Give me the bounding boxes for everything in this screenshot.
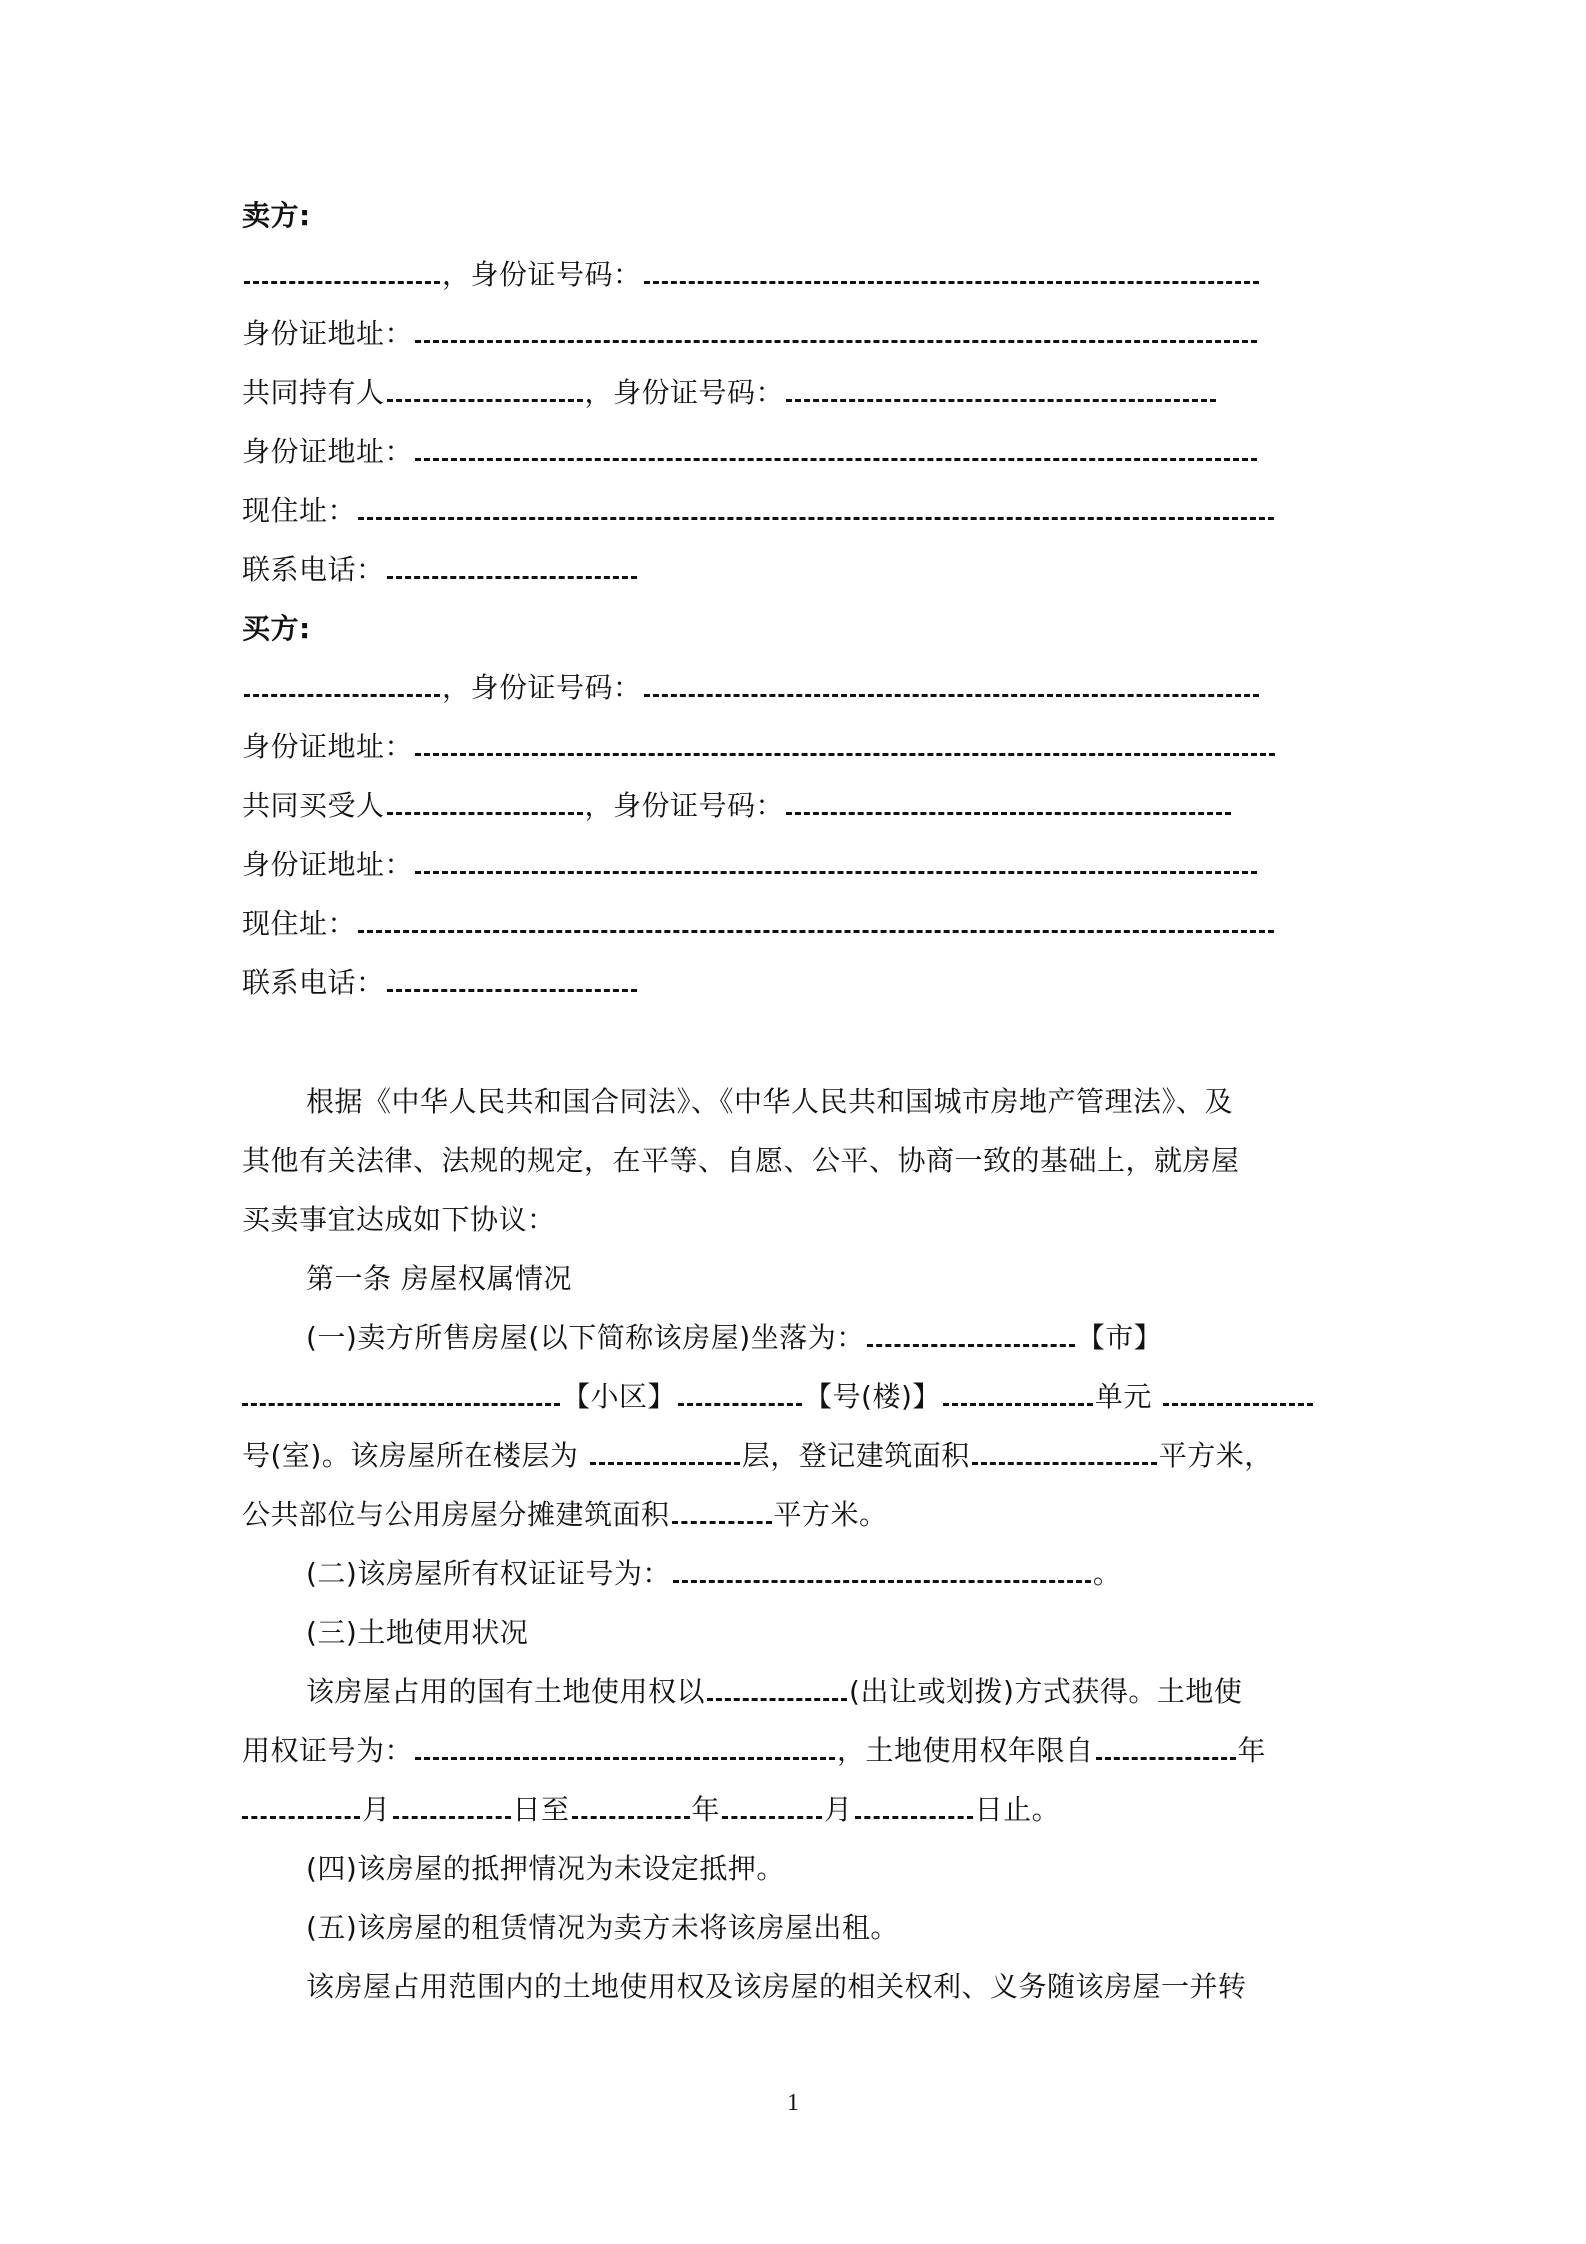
shared-area-unit: 平方米。 [773,1498,888,1531]
item-3-line-2 [242,1731,1266,1771]
certificate-field[interactable] [673,1554,1091,1583]
buyer-co-buyer-field[interactable] [387,786,583,815]
seller-id-row [242,255,1261,295]
buyer-co-id-address-row [242,845,1259,885]
land-method-suffix: (出让或划拨)方式获得。土地使 [849,1675,1243,1708]
item-3-line-1 [306,1672,1242,1712]
start-year-field[interactable] [1096,1731,1236,1760]
land-term-label: ，土地使用权年限自 [837,1734,1094,1767]
buyer-phone-label: 联系电话： [242,966,385,999]
seller-id-address-row [242,314,1259,354]
buyer-id-address-field[interactable] [415,727,1275,756]
buyer-name-field[interactable] [244,668,440,697]
item-2 [306,1554,1121,1594]
buyer-co-id-address-field[interactable] [415,845,1257,874]
item-1-line-1 [306,1318,1162,1358]
end-year-field[interactable] [572,1790,690,1819]
item-3-line-3 [242,1790,1060,1830]
buyer-phone-field[interactable] [387,963,637,992]
land-cert-label: 用权证号为： [242,1734,414,1767]
seller-co-owner-label: 共同持有人 [242,376,385,409]
floor-field[interactable] [590,1436,740,1465]
community-label: 【小区】 [562,1380,677,1413]
seller-phone-field[interactable] [387,550,637,579]
end-month-label: 月 [824,1793,853,1826]
preamble-line-3: 买卖事宜达成如下协议： [242,1203,556,1236]
community-field[interactable] [242,1377,560,1406]
buyer-id-address-row [242,727,1277,767]
item-1-line-2 [242,1377,1315,1417]
seller-name-field[interactable] [244,255,440,284]
seller-co-id-address-field[interactable] [415,432,1257,461]
buyer-co-id-address-label: 身份证地址： [242,848,414,881]
preamble-line-2: 其他有关法律、法规的规定，在平等、自愿、公平、协商一致的基础上，就房屋 [242,1144,1240,1177]
shared-area-field[interactable] [672,1495,772,1524]
buyer-id-label: ，身份证号码： [442,671,642,704]
certificate-label: (二)该房屋所有权证证号为： [306,1557,671,1590]
start-month-field[interactable] [242,1790,360,1819]
end-month-field[interactable] [722,1790,822,1819]
buyer-id-field[interactable] [644,668,1259,697]
land-cert-field[interactable] [415,1731,835,1760]
seller-current-address-field[interactable] [358,491,1274,520]
start-day-field[interactable] [393,1790,511,1819]
buyer-id-address-label: 身份证地址： [242,730,414,763]
buyer-current-address-row [242,904,1276,944]
item-3-title: (三)土地使用状况 [306,1616,529,1649]
seller-heading: 卖方: [242,199,311,232]
seller-co-id-field[interactable] [786,373,1216,402]
buyer-heading: 买方: [242,612,311,645]
room-label: 号(室)。该房屋所在楼层为 [242,1439,579,1472]
seller-phone-label: 联系电话： [242,553,385,586]
seller-co-id-address-row [242,432,1259,472]
seller-id-address-label: 身份证地址： [242,317,414,350]
transfer-clause: 该房屋占用范围内的土地使用权及该房屋的相关权利、义务随该房屋一并转 [306,1970,1247,2003]
item-4: (四)该房屋的抵押情况为未设定抵押。 [306,1852,785,1885]
buyer-co-id-field[interactable] [786,786,1231,815]
seller-current-address-row [242,491,1276,531]
unit-label: 单元 [1094,1380,1152,1413]
seller-co-owner-row [242,373,1218,413]
seller-co-id-label: ，身份证号码： [584,376,785,409]
seller-id-label: ，身份证号码： [442,258,642,291]
seller-phone-row [242,550,639,590]
seller-co-owner-field[interactable] [387,373,583,402]
land-method-label: 该房屋占用的国有土地使用权以 [306,1675,706,1708]
year-label: 年 [1237,1734,1267,1767]
seller-current-address-label: 现住址： [242,494,357,527]
unit-field[interactable] [943,1377,1093,1406]
area-unit: 平方米， [1158,1439,1273,1472]
floor-label: 层，登记建筑面积 [741,1439,970,1472]
seller-co-id-address-label: 身份证地址： [242,435,414,468]
room-field[interactable] [1163,1377,1313,1406]
seller-id-field[interactable] [644,255,1259,284]
buyer-phone-row [242,963,639,1003]
day-to-label: 日至 [512,1793,570,1826]
end-year-label: 年 [691,1793,721,1826]
buyer-co-id-label: ，身份证号码： [584,789,785,822]
item-5: (五)该房屋的租赁情况为卖方未将该房屋出租。 [306,1911,899,1944]
item-1-line-4 [242,1495,888,1535]
item-1-line-3 [242,1436,1273,1476]
day-end-label: 日止。 [974,1793,1061,1826]
building-field[interactable] [678,1377,802,1406]
area-field[interactable] [972,1436,1157,1465]
end-day-field[interactable] [855,1790,973,1819]
preamble-line-1: 根据《中华人民共和国合同法》、《中华人民共和国城市房地产管理法》、及 [306,1085,1234,1118]
buyer-co-buyer-label: 共同买受人 [242,789,385,822]
buyer-co-buyer-row [242,786,1233,826]
buyer-current-address-label: 现住址： [242,907,357,940]
city-field[interactable] [867,1318,1075,1347]
city-label: 【市】 [1076,1321,1163,1354]
buyer-current-address-field[interactable] [358,904,1274,933]
land-method-field[interactable] [707,1672,847,1701]
buyer-id-row [242,668,1261,708]
building-label: 【号(楼)】 [804,1380,941,1413]
seller-id-address-field[interactable] [415,314,1257,343]
article-1-title: 第一条 房屋权属情况 [306,1262,572,1295]
item-2-end: 。 [1092,1557,1122,1590]
shared-area-label: 公共部位与公用房屋分摊建筑面积 [242,1498,670,1531]
page-number: 1 [787,2090,799,2116]
item-1-location-label: (一)卖方所售房屋(以下简称该房屋)坐落为： [306,1321,865,1354]
month-label: 月 [362,1793,391,1826]
